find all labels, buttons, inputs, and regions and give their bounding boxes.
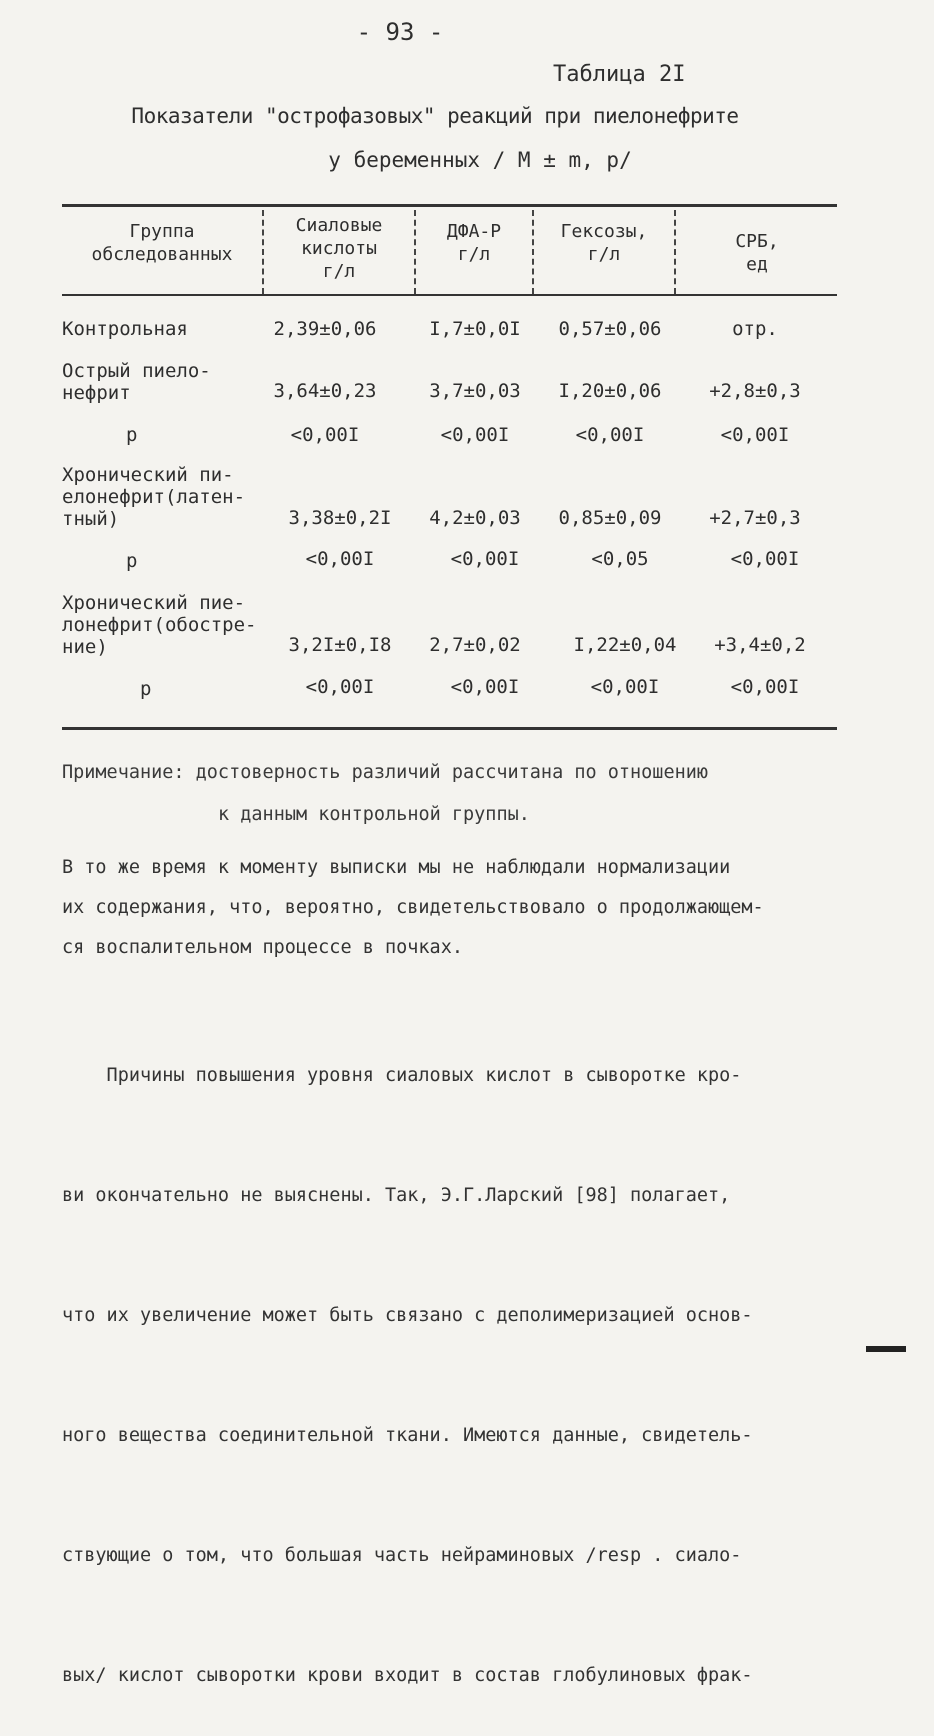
table-bottom-rule [62,727,837,730]
table-cell: 3,64±0,23 [273,380,377,402]
table-cell: <0,00I [305,676,375,698]
header-sialic-acids: Сиаловые кислоты г/л [295,215,383,282]
body-paragraph-2 [62,976,862,1736]
table-cell: 2,39±0,06 [273,318,377,340]
table-cell: <0,00I [720,424,790,446]
header-hexoses: Гексозы, г/л [560,221,648,265]
table-cell: 3,2I±0,I8 [288,634,392,656]
table-row-p-label: p [126,424,138,446]
header-group: Группа обследованных [91,221,233,265]
table-cell: 4,2±0,03 [429,507,521,529]
table-top-rule [62,204,837,207]
page-corner-mark [866,1346,906,1352]
header-dpa: ДФА-Р г/л [446,221,502,265]
page-number: - 93 - [356,18,444,46]
header-bottom-rule [62,294,837,296]
table-row-group-chronic-exacerbation: Хронический пие- лонефрит(обостре- ние) [62,592,257,658]
table-label: Таблица 2I [553,62,686,87]
text-line: их содержания, что, вероятно, свидетельствовало о продолжающем- [62,897,764,918]
table-note-line2: к данным контрольной группы. [218,804,530,825]
table-cell: <0,05 [591,548,649,570]
table-cell: I,22±0,04 [573,634,677,656]
table-cell: <0,00I [730,676,800,698]
header-crp: СРБ, ед [735,231,779,275]
table-cell: I,7±0,0I [429,318,521,340]
text-line: что их увеличение может быть связано с деполимеризацией основ- [62,1305,753,1326]
table-note-line1: Примечание: достоверность различий рассчитана по отношению [62,762,709,783]
table-cell: 3,38±0,2I [288,507,392,529]
table-cell: +2,7±0,3 [709,507,801,529]
table-cell: +2,8±0,3 [709,380,801,402]
table-cell: 0,57±0,06 [558,318,662,340]
table-row-group-chronic-latent: Хронический пи- елонефрит(латен- тный) [62,464,246,530]
table-cell: <0,00I [730,548,800,570]
table-title-line1: Показатели "острофазовых" реакций при пиелонефрите [131,104,739,128]
table-cell: отр. [732,318,778,340]
table-row-group-control: Контрольная [62,318,188,340]
text-line: ствующие о том, что большая часть нейраминовых /resp . сиало- [62,1545,742,1566]
table-cell: <0,00I [590,676,660,698]
table-title-line2: у беременных / M ± m, p/ [328,148,632,172]
table-cell: 0,85±0,09 [558,507,662,529]
table-cell: <0,00I [450,548,520,570]
table-cell: <0,00I [450,676,520,698]
text-line: ся воспалительном процессе в почках. [62,937,463,958]
text-line: ного вещества соединительной ткани. Имеются данные, свидетель- [62,1425,753,1446]
body-paragraph-1 [62,848,862,968]
table-cell: 3,7±0,03 [429,380,521,402]
text-line: В то же время к моменту выписки мы не наблюдали нормализации [62,857,731,878]
table-row-group-acute: Острый пиело- нефрит [62,360,211,404]
text-line: Причины повышения уровня сиаловых кислот в сыворотке кро- [62,1065,742,1086]
table-cell: <0,00I [290,424,360,446]
table-cell: <0,00I [440,424,510,446]
text-line: вых/ кислот сыворотки крови входит в состав глобулиновых фрак- [62,1665,753,1686]
table-cell: +3,4±0,2 [714,634,806,656]
table-row-p-label: p [140,678,152,700]
table-row-p-label: p [126,550,138,572]
table-cell: <0,00I [305,548,375,570]
table-cell: 2,7±0,02 [429,634,521,656]
text-line: ви окончательно не выяснены. Так, Э.Г.Ларский [98] полагает, [62,1185,731,1206]
table-cell: <0,00I [575,424,645,446]
table-cell: I,20±0,06 [558,380,662,402]
